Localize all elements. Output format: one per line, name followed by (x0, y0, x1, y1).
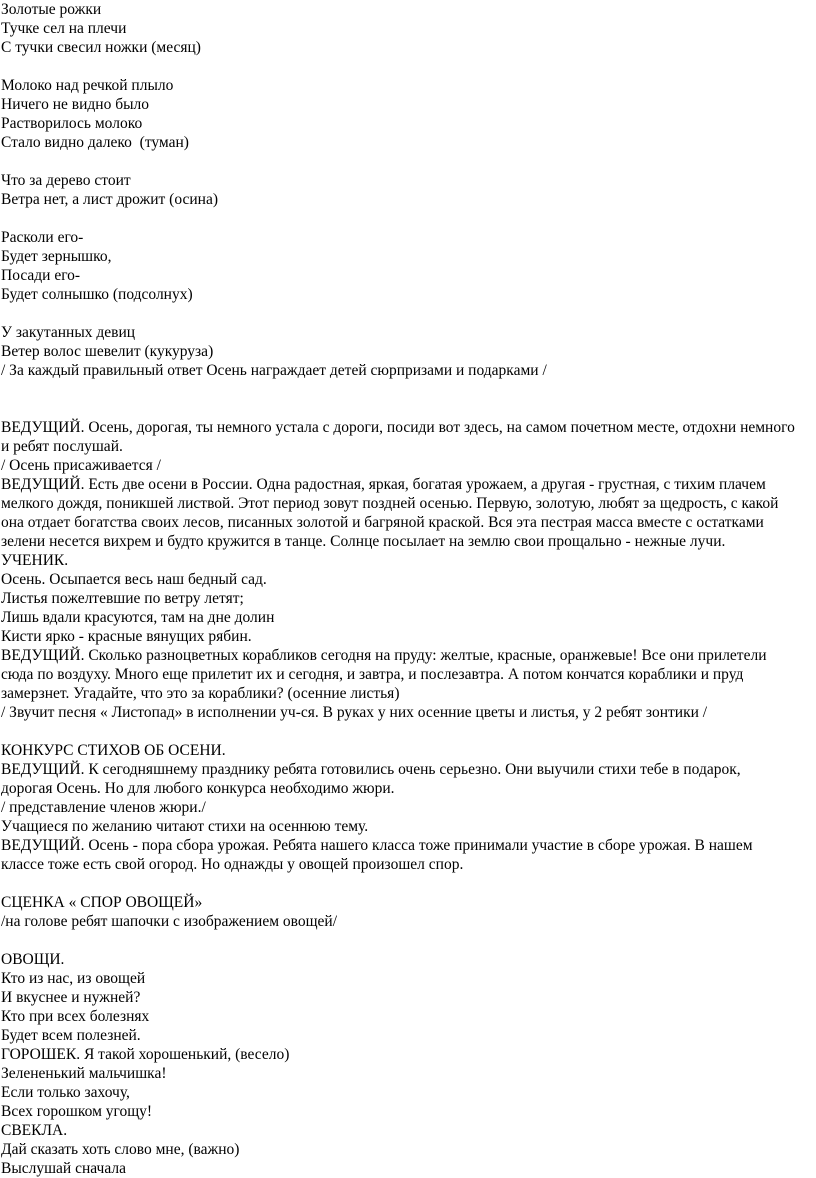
text-line: Будет зернышко, (1, 248, 112, 265)
text-line: Будет солнышко (подсолнух) (1, 286, 193, 303)
poem-line: И вкуснее и нужней? (1, 989, 141, 1006)
text-line: Растворилось молоко (1, 115, 143, 132)
speaker-label: УЧЕНИК. (1, 552, 69, 569)
poem-line: Лишь вдали красуются, там на дне долин (1, 609, 275, 626)
text-line: Золотые рожки (1, 1, 102, 18)
paragraph: ВЕДУЩИЙ. Есть две осени в России. Одна радостная, яркая, богатая урожаем, а другая - грустная, с тихим плачем мелкого дождя, поникшей листвой. Этот период зовут поздней осенью. Первую, золотую, любят за щедрость, с какой она отдает богатства своих лесов, писанных золотой и багряной краской. Вся эта пестрая масса вместе с остатками зелени несется вихрем и будто кружится в танце. Солнце посылает на землю свои прощально - нежные лучи. (1, 476, 779, 550)
text-line: Ветра нет, а лист дрожит (осина) (1, 191, 218, 208)
stage-direction: / За каждый правильный ответ Осень награждает детей сюрпризами и подарками / (1, 362, 547, 379)
blank-line (1, 399, 801, 418)
text-line: Расколи его- (1, 229, 84, 246)
text-line: Молоко над речкой плыло (1, 77, 174, 94)
section-poetry-contest (1, 741, 801, 874)
paragraph: Учащиеся по желанию читают стихи на осеннюю тему. (1, 818, 369, 835)
poem-line: Зелененький мальчишка! (1, 1065, 167, 1082)
text-line: Посади его- (1, 267, 81, 284)
poem-line: Осень. Осыпается весь наш бедный сад. (1, 571, 267, 588)
paragraph: ВЕДУЩИЙ. К сегодняшнему празднику ребята готовились очень серьезно. Они выучили стихи тебе в подарок, дорогая Осень. Но для любого конкурса необходимо жюри. (1, 761, 741, 797)
riddle-5 (1, 323, 801, 380)
poem-line: Если только захочу, (1, 1084, 130, 1101)
text-line: У закутанных девиц (1, 324, 136, 341)
section-skit-lines (1, 950, 801, 1178)
poem-line: Выслушай сначала (1, 1160, 126, 1177)
stage-direction: / Осень присаживается / (1, 457, 161, 474)
text-line: Ветер волос шевелит (кукуруза) (1, 343, 214, 360)
poem-line: Дай сказать хоть слово мне, (важно) (1, 1141, 240, 1158)
text-line: Что за дерево стоит (1, 172, 131, 189)
blank-line (1, 380, 801, 399)
poem-line: Всех горошком угощу! (1, 1103, 153, 1120)
stage-direction: / представление членов жюри./ (1, 799, 206, 816)
section-host-dialogue (1, 418, 801, 722)
blank-line (1, 304, 801, 323)
section-vegetables-skit (1, 893, 801, 931)
stage-direction: /на голове ребят шапочки с изображением овощей/ (1, 913, 338, 930)
text-line: Тучке сел на плечи (1, 20, 127, 37)
blank-line (1, 57, 801, 76)
riddle-3 (1, 171, 801, 209)
paragraph: ВЕДУЩИЙ. Осень - пора сбора урожая. Ребята нашего класса тоже принимали участие в сборе урожая. В нашем классе тоже есть свой огород. Но однажды у овощей произошел спор. (1, 837, 753, 873)
text-line: С тучки свесил ножки (месяц) (1, 39, 201, 56)
section-title: СЦЕНКА « СПОР ОВОЩЕЙ» (1, 894, 203, 911)
blank-line (1, 931, 801, 950)
speaker-label: СВЕКЛА. (1, 1122, 68, 1139)
poem-line: Листья пожелтевшие по ветру летят; (1, 590, 244, 607)
poem-line: ГОРОШЕК. Я такой хорошенький, (весело) (1, 1046, 290, 1063)
poem-line: Будет всем полезней. (1, 1027, 141, 1044)
text-line: Ничего не видно было (1, 96, 150, 113)
section-title: КОНКУРС СТИХОВ ОБ ОСЕНИ. (1, 742, 226, 759)
poem-line: Кисти ярко - красные вянущих рябин. (1, 628, 252, 645)
blank-line (1, 722, 801, 741)
speaker-label: ОВОЩИ. (1, 951, 65, 968)
riddle-1 (1, 0, 801, 57)
poem-line: Кто из нас, из овощей (1, 970, 146, 987)
blank-line (1, 152, 801, 171)
blank-line (1, 874, 801, 893)
poem-line: Кто при всех болезнях (1, 1008, 150, 1025)
text-line: Стало видно далеко (туман) (1, 134, 189, 151)
stage-direction: / Звучит песня « Листопад» в исполнении уч-ся. В руках у них осенние цветы и листья, у 2 ребят зонтики / (1, 704, 708, 721)
paragraph: ВЕДУЩИЙ. Сколько разноцветных корабликов сегодня на пруду: желтые, красные, оранжевые! Все они прилетели сюда по воздуху. Много еще прилетит их и сегодня, и завтра, и послезавтра. А потом кончатся кораблики и пруд замерзнет. Угадайте, что это за кораблики? (осенние листья) (1, 647, 767, 702)
paragraph: ВЕДУЩИЙ. Осень, дорогая, ты немного устала с дороги, посиди вот здесь, на самом почетном месте, отдохни немного и ребят послушай. (1, 419, 795, 455)
blank-line (1, 209, 801, 228)
riddle-4 (1, 228, 801, 304)
riddle-2 (1, 76, 801, 152)
